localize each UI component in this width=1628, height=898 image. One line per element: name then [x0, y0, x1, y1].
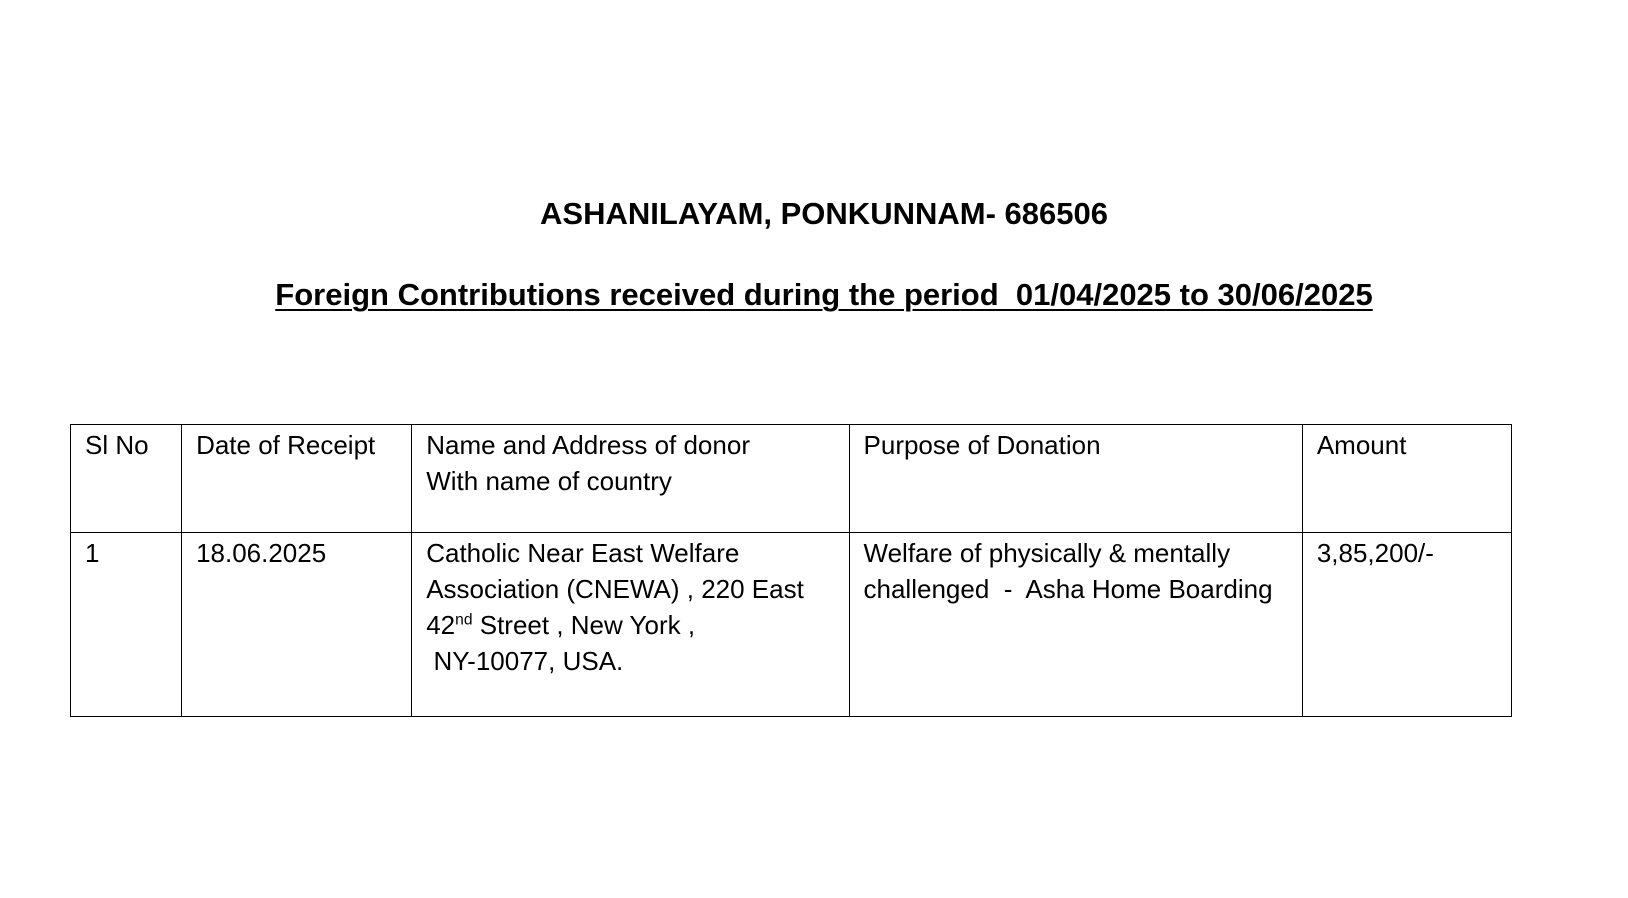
header-date-label: Date of Receipt: [196, 430, 376, 460]
header-date-of-receipt: [182, 425, 412, 533]
cell-sl-no: [71, 533, 182, 717]
table-row: [71, 533, 1512, 717]
cell-donor: [412, 533, 849, 717]
donor-line-2: Association (CNEWA) , 220 East: [426, 574, 804, 604]
header-donor-line-1: Name and Address of donor: [426, 430, 750, 460]
header-donor: [412, 425, 849, 533]
donor-street-rest: Street , New York ,: [472, 610, 696, 640]
purpose-line-2: challenged - Asha Home Boarding: [863, 574, 1273, 604]
contributions-table: [70, 424, 1512, 717]
header-sl-no: [71, 425, 182, 533]
header-sl-no-label: Sl No: [85, 430, 149, 460]
donor-street-number: 42: [426, 610, 456, 640]
cell-purpose: [849, 533, 1302, 717]
report-period-title: Foreign Contributions received during the period 01/04/2025 to 30/06/2025: [275, 277, 1373, 312]
organization-title: ASHANILAYAM, PONKUNNAM- 686506: [540, 196, 1108, 231]
donor-ordinal-suffix: nd: [455, 611, 473, 629]
header-amount: [1302, 425, 1511, 533]
donor-line-4: NY-10077, USA.: [426, 646, 624, 676]
cell-amount-value: 3,85,200/-: [1316, 538, 1434, 568]
header-purpose-label: Purpose of Donation: [863, 430, 1101, 460]
donor-line-1: Catholic Near East Welfare: [426, 538, 740, 568]
table-header-row: [71, 425, 1512, 533]
header-amount-label: Amount: [1316, 430, 1407, 460]
header-donor-line-2: With name of country: [426, 466, 672, 496]
cell-date-value: 18.06.2025: [196, 538, 327, 568]
header-purpose: [849, 425, 1302, 533]
purpose-line-1: Welfare of physically & mentally: [863, 538, 1231, 568]
cell-date: [182, 533, 412, 717]
donor-line-3: [426, 607, 834, 643]
cell-amount: [1302, 533, 1511, 717]
cell-sl-no-value: 1: [85, 538, 100, 568]
